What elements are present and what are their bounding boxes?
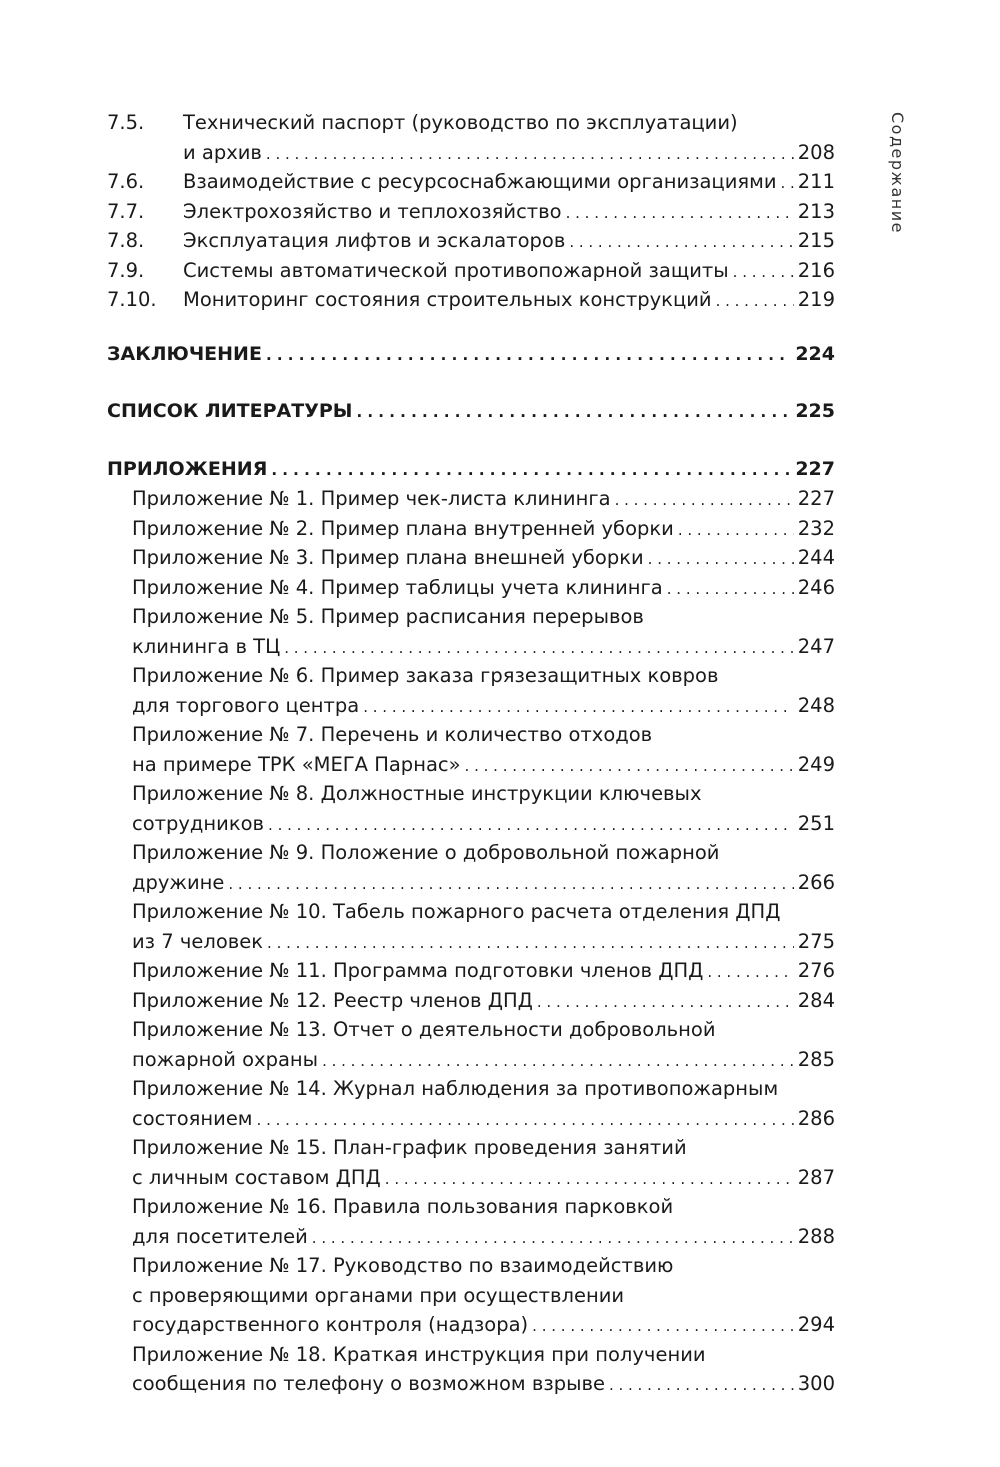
page-number: 216 (797, 258, 835, 282)
leader-dots (385, 1163, 794, 1185)
entry-title-line: Приложение № 2. Пример плана внутренней уборки (132, 516, 674, 540)
entry-line (132, 1251, 835, 1281)
toc-chapter-conclusion[interactable] (107, 340, 835, 370)
entry-title-line: Взаимодействие с ресурсоснабжающими организациями (183, 170, 777, 193)
entry-title-line: Приложение № 8. Должностные инструкции ключевых (132, 782, 702, 805)
entry-last-line (132, 809, 835, 839)
leader-dots (716, 285, 794, 307)
toc-appendix-entry[interactable] (132, 661, 835, 720)
leader-dots (537, 986, 794, 1008)
toc-subsection-entry[interactable] (107, 256, 835, 286)
entry-line (132, 1133, 835, 1163)
entry-line (132, 602, 835, 632)
page-number: 232 (797, 516, 835, 540)
leader-dots (667, 573, 794, 595)
entry-last-line (132, 1222, 835, 1252)
section-number: 7.7. (107, 199, 145, 223)
entry-line (132, 1015, 835, 1045)
page-number: 248 (797, 693, 835, 717)
page-number: 251 (797, 811, 835, 835)
page-number: 213 (797, 199, 835, 223)
leader-dots (284, 632, 794, 654)
page-number: 287 (797, 1165, 835, 1189)
page-number: 266 (797, 870, 835, 894)
entry-title-line: дружине (132, 870, 225, 894)
entry-line (132, 1340, 835, 1370)
chapter-title: ЗАКЛЮЧЕНИЕ (107, 342, 262, 365)
page-number: 227 (797, 487, 835, 510)
toc-appendix-entry[interactable] (132, 779, 835, 838)
section-number: 7.10. (107, 288, 157, 311)
toc-appendix-entry[interactable] (132, 514, 835, 544)
entry-title-line: из 7 человек (132, 929, 264, 953)
entry-line (132, 661, 835, 691)
entry-title-line: с личным составом ДПД (132, 1165, 381, 1189)
toc-appendix-entry[interactable] (132, 1074, 835, 1133)
page-number: 284 (797, 988, 835, 1012)
toc-appendix-entry[interactable] (132, 838, 835, 897)
toc-subsection-entry[interactable] (107, 226, 835, 256)
entry-line (132, 1281, 835, 1311)
page-number: 219 (797, 288, 835, 311)
entry-last-line (132, 868, 835, 898)
page-number: 225 (795, 400, 835, 422)
toc-appendix-entry[interactable] (132, 897, 835, 956)
entry-last-line (132, 543, 835, 573)
page-number: 286 (797, 1106, 835, 1130)
entry-last-line (132, 927, 835, 957)
entry-title-line: Приложение № 12. Реестр членов ДПД (132, 988, 533, 1012)
entry-title-line: Системы автоматической противопожарной защиты (183, 258, 729, 282)
entry-title-line: Эксплуатация лифтов и эскалаторов (183, 229, 566, 252)
entry-title-line: Приложение № 3. Пример плана внешней уборки (132, 546, 644, 569)
entry-title-line: Приложение № 7. Перечень и количество отходов (132, 723, 653, 746)
toc-subsection-entry[interactable] (107, 197, 835, 227)
entry-line (107, 285, 835, 315)
leader-dots (356, 397, 791, 419)
entry-last-line (132, 514, 835, 544)
entry-line (107, 108, 835, 138)
leader-dots (465, 750, 794, 772)
entry-title-line: Приложение № 11. Программа подготовки членов ДПД (132, 959, 704, 982)
entry-title-line: Электрохозяйство и теплохозяйство (183, 199, 562, 223)
leader-dots (781, 167, 794, 189)
leader-dots (271, 455, 791, 477)
toc-appendix-entry[interactable] (132, 1192, 835, 1251)
page-number: 211 (797, 170, 835, 193)
toc-appendix-entry[interactable] (132, 1015, 835, 1074)
entry-last-line (107, 138, 835, 168)
leader-dots (532, 1310, 794, 1332)
entry-last-line (132, 691, 835, 721)
page-number: 224 (795, 342, 835, 365)
toc-appendix-entry[interactable] (132, 1133, 835, 1192)
entry-title-line: Приложение № 6. Пример заказа грязезащитных ковров (132, 664, 719, 687)
table-of-contents (107, 108, 835, 1399)
chapter-title: СПИСОК ЛИТЕРАТУРЫ (107, 400, 353, 422)
page-number: 288 (797, 1224, 835, 1248)
chapter-title: ПРИЛОЖЕНИЯ (107, 457, 268, 480)
entry-title-line: государственного контроля (надзора) (132, 1313, 529, 1336)
toc-appendix-entry[interactable] (132, 543, 835, 573)
entry-title-line: для торгового центра (132, 693, 360, 717)
entry-last-line (132, 1310, 835, 1340)
appendix-list (107, 484, 835, 1399)
subsection-list (107, 108, 835, 315)
entry-last-line (132, 1045, 835, 1075)
entry-line (107, 226, 835, 256)
entry-title-line: Приложение № 9. Положение о добровольной пожарной (132, 841, 720, 864)
entry-title-line: и архив (183, 140, 262, 164)
entry-title-line: Приложение № 13. Отчет о деятельности добровольной (132, 1018, 716, 1041)
running-header: Содержание (888, 112, 907, 234)
leader-dots (363, 691, 794, 713)
leader-dots (609, 1369, 794, 1391)
entry-title-line: Приложение № 4. Пример таблицы учета клининга (132, 575, 663, 599)
entry-title-line: сообщения по телефону о возможном взрыве (132, 1372, 605, 1395)
page-number: 294 (797, 1313, 835, 1336)
entry-title-line: Приложение № 16. Правила пользования парковкой (132, 1195, 674, 1218)
leader-dots (615, 484, 794, 506)
page-number: 244 (797, 546, 835, 569)
page-number: 285 (797, 1047, 835, 1071)
leader-dots (266, 340, 791, 362)
leader-dots (312, 1222, 794, 1244)
toc-appendix-entry[interactable] (132, 1340, 835, 1399)
entry-line (107, 256, 835, 286)
entry-title-line: Приложение № 1. Пример чек-листа клининга (132, 487, 611, 510)
toc-appendix-entry[interactable] (132, 484, 835, 514)
entry-last-line (132, 1369, 835, 1399)
toc-appendix-entry[interactable] (132, 720, 835, 779)
entry-line (132, 1192, 835, 1222)
toc-appendix-entry[interactable] (132, 986, 835, 1016)
entry-title-line: Приложение № 18. Краткая инструкция при получении (132, 1342, 706, 1366)
toc-subsection-entry[interactable] (107, 167, 835, 197)
toc-subsection-entry[interactable] (107, 285, 835, 315)
entry-last-line (132, 956, 835, 986)
section-number: 7.9. (107, 258, 145, 282)
entry-title-line: сотрудников (132, 811, 265, 835)
entry-line (107, 167, 835, 197)
entry-title-line: для посетителей (132, 1224, 308, 1248)
entry-title-line: Приложение № 17. Руководство по взаимодействию (132, 1254, 674, 1277)
page-number: 300 (797, 1372, 835, 1395)
leader-dots (266, 138, 794, 160)
leader-dots (566, 197, 794, 219)
entry-title-line: состоянием (132, 1106, 253, 1130)
entry-title-line: Приложение № 5. Пример расписания перерывов (132, 605, 644, 628)
entry-line (132, 720, 835, 750)
leader-dots (228, 868, 793, 890)
entry-last-line (132, 1104, 835, 1134)
toc-appendix-entry[interactable] (132, 1251, 835, 1340)
leader-dots (733, 256, 794, 278)
section-number: 7.5. (107, 111, 145, 134)
leader-dots (648, 543, 794, 565)
toc-appendix-entry[interactable] (132, 602, 835, 661)
section-number: 7.8. (107, 229, 145, 252)
entry-title-line: на примере ТРК «МЕГА Парнас» (132, 752, 461, 776)
entry-last-line (132, 750, 835, 780)
entry-line (132, 779, 835, 809)
page-number: 249 (797, 752, 835, 776)
leader-dots (569, 226, 793, 248)
page-number: 227 (795, 457, 835, 480)
entry-line (132, 1074, 835, 1104)
entry-line (132, 897, 835, 927)
entry-title-line: Приложение № 14. Журнал наблюдения за противопожарным (132, 1077, 779, 1100)
entry-last-line (132, 484, 835, 514)
entry-last-line (132, 986, 835, 1016)
leader-dots (678, 514, 794, 536)
entry-title-line: пожарной охраны (132, 1047, 319, 1071)
leader-dots (322, 1045, 794, 1067)
entry-title-line: Технический паспорт (руководство по эксплуатации) (183, 111, 738, 134)
page-number: 246 (797, 575, 835, 599)
toc-chapter-appendices[interactable] (107, 455, 835, 485)
entry-title-line: Мониторинг состояния строительных конструкций (183, 288, 712, 311)
section-number: 7.6. (107, 170, 145, 193)
page-number: 247 (797, 634, 835, 658)
entry-last-line (132, 632, 835, 662)
entry-title-line: клининга в ТЦ (132, 634, 281, 658)
leader-dots (707, 956, 793, 978)
entry-line (107, 197, 835, 227)
toc-subsection-entry[interactable] (107, 108, 835, 167)
entry-line (132, 838, 835, 868)
entry-title-line: с проверяющими органами при осуществлении (132, 1283, 625, 1307)
leader-dots (257, 1104, 794, 1126)
entry-last-line (132, 573, 835, 603)
page-number: 275 (797, 929, 835, 953)
entry-last-line (132, 1163, 835, 1193)
toc-appendix-entry[interactable] (132, 573, 835, 603)
leader-dots (268, 809, 794, 831)
page-number: 215 (797, 229, 835, 252)
page-number: 276 (797, 959, 835, 982)
leader-dots (267, 927, 794, 949)
entry-title-line: Приложение № 15. План-график проведения занятий (132, 1136, 687, 1159)
page-number: 208 (797, 140, 835, 164)
entry-title-line: Приложение № 10. Табель пожарного расчета отделения ДПД (132, 900, 781, 923)
toc-appendix-entry[interactable] (132, 956, 835, 986)
toc-chapter-bibliography[interactable] (107, 397, 835, 427)
